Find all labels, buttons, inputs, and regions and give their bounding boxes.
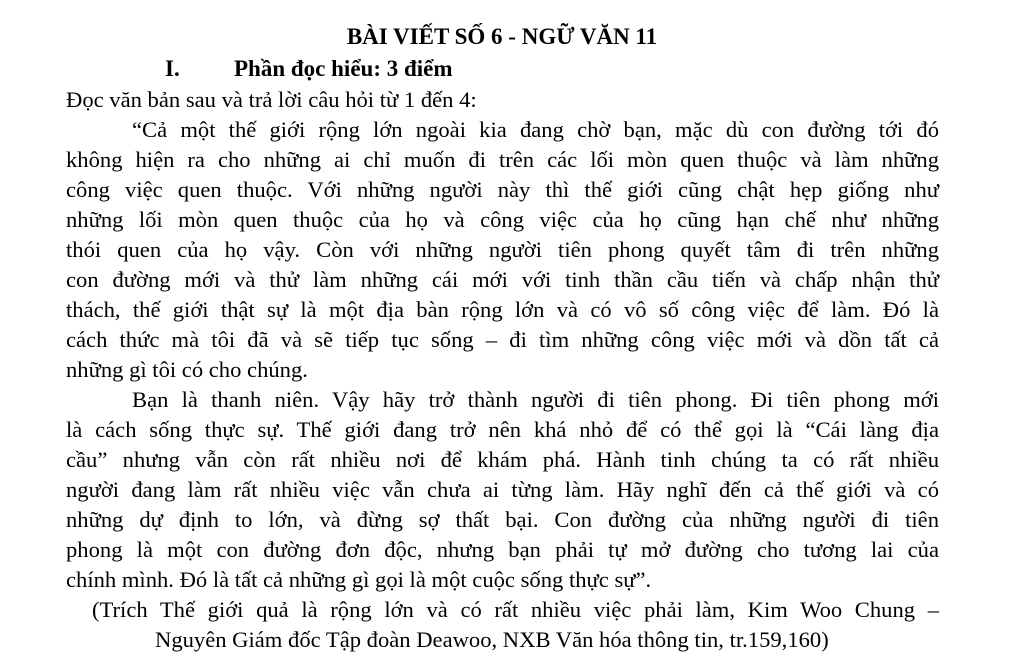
passage-line: con đường mới và thử làm những cái mới với tinh thần cầu tiến và chấp nhận thử (66, 267, 939, 292)
passage-line: không hiện ra cho những ai chỉ muốn đi trên các lối mòn quen thuộc và làm những (66, 147, 939, 172)
document-title: BÀI VIẾT SỐ 6 - NGỮ VĂN 11 (346, 24, 658, 49)
passage-line: phong là một con đường đơn độc, nhưng bạn phải tự mở đường cho tương lai của (66, 537, 939, 562)
section-number: I. (165, 56, 180, 81)
passage-line: thói quen của họ vậy. Còn với những người tiên phong quyết tâm đi trên những (66, 237, 939, 262)
passage-line: cách thức mà tôi đã và sẽ tiếp tục sống – đi tìm những công việc mới và dồn tất cả (66, 327, 939, 352)
passage-line: là cách sống thực sự. Thế giới đang trở nên khá nhỏ để có thể gọi là “Cái làng địa (66, 417, 939, 442)
instruction-text: Đọc văn bản sau và trả lời câu hỏi từ 1 đến 4: (66, 87, 477, 112)
passage-line: những dự định to lớn, và đừng sợ thất bại. Con đường của những người đi tiên (66, 507, 939, 532)
passage-line: cầu” nhưng vẫn còn rất nhiều nơi để khám phá. Hành tinh chúng ta có rất nhiều (66, 447, 939, 472)
passage-line: người đang làm rất nhiều việc vẫn chưa ai từng làm. Hãy nghĩ đến cả thế giới và có (66, 477, 939, 502)
citation-line: Nguyên Giám đốc Tập đoàn Deawoo, NXB Văn hóa thông tin, tr.159,160) (155, 627, 829, 652)
passage-line: chính mình. Đó là tất cả những gì gọi là một cuộc sống thực sự”. (66, 567, 652, 592)
passage-line: những gì tôi có cho chúng. (66, 357, 308, 382)
section-title: Phần đọc hiểu: 3 điểm (234, 56, 453, 81)
passage-line: “Cả một thế giới rộng lớn ngoài kia đang chờ bạn, mặc dù con đường tới đó (132, 117, 939, 142)
passage-line: những lối mòn quen thuộc của họ và công việc của họ cũng hạn chế như những (66, 207, 939, 232)
passage-line: Bạn là thanh niên. Vậy hãy trở thành người đi tiên phong. Đi tiên phong mới (132, 387, 939, 412)
passage-line: thách, thế giới thật sự là một địa bàn rộng lớn và có vô số công việc để làm. Đó là (66, 297, 939, 322)
passage-line: công việc quen thuộc. Với những người này thì thế giới cũng chật hẹp giống như (66, 177, 939, 202)
citation-line: (Trích Thế giới quả là rộng lớn và có rất nhiều việc phải làm, Kim Woo Chung – (92, 597, 939, 622)
